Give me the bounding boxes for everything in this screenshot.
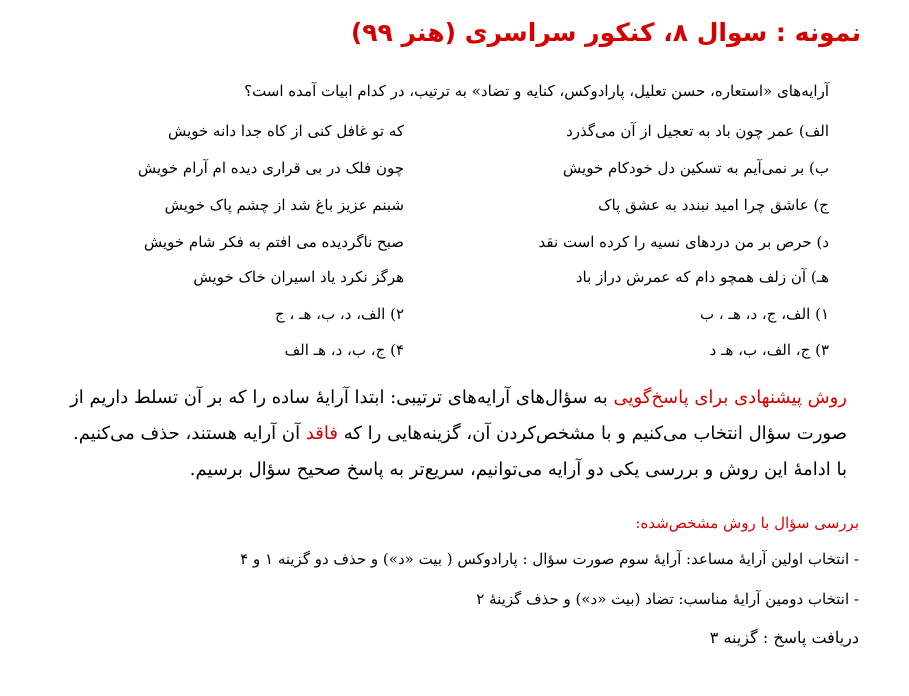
- method-line-1-text: به سؤال‌های آرایه‌های ترتیبی: ابتدا آرایهٔ ساده را که بر آن تسلط داریم از: [70, 387, 614, 408]
- page-title: نمونه : سوال ۸، کنکور سراسری (هنر ۹۹): [350, 18, 861, 47]
- method-line-2-start: صورت سؤال انتخاب می‌کنیم و با مشخص‌کردن آن، گزینه‌هایی را که: [338, 423, 847, 444]
- option-2: ۲) الف، د، ب، هـ ، ج: [275, 305, 404, 323]
- method-highlight: روش پیشنهادی برای پاسخ‌گویی: [613, 387, 847, 408]
- verse-d-second: صبح ناگردیده می افتم به فکر شام خویش: [143, 233, 404, 251]
- verse-b-second: چون فلک در بی قراری دیده ام آرام خویش: [137, 159, 404, 177]
- option-4: ۴) ج، ب، د، هـ الف: [284, 341, 404, 359]
- option-3: ۳) ج، الف، ب، هـ د: [709, 341, 829, 359]
- verse-c-first: ج) عاشق چرا امید نبندد به عشق پاک: [598, 196, 829, 214]
- method-line-2: [73, 416, 847, 452]
- method-line-1: [70, 380, 847, 416]
- method-line-3: با ادامهٔ این روش و بررسی یکی دو آرایه می‌توانیم، سریع‌تر به پاسخ صحیح سؤال برسیم.: [189, 459, 847, 480]
- review-answer: دریافت پاسخ : گزینه ۳: [709, 628, 859, 647]
- review-step-1: - انتخاب اولین آرایهٔ مساعد: آرایهٔ سوم صورت سؤال : پارادوکس ( بیت «د») و حذف دو گزینه ۱ و ۴: [240, 550, 859, 568]
- option-1: ۱) الف، ج، د، هـ ، ب: [700, 305, 829, 323]
- question-text: آرایه‌های «استعاره، حسن تعلیل، پارادوکس، کنایه و تضاد» به ترتیب، در کدام ابیات آمده است؟: [244, 82, 829, 100]
- verse-a-first: الف) عمر چون باد به تعجیل از آن می‌گذرد: [566, 122, 829, 140]
- verse-a-second: که تو غافل کنی از کاه جدا دانه خویش: [167, 122, 404, 140]
- verse-d-first: د) حرص بر من دردهای نسیه را کرده است نقد: [538, 233, 829, 251]
- review-title: بررسی سؤال با روش مشخص‌شده:: [635, 514, 859, 532]
- verse-e-second: هرگز نکرد یاد اسیران خاک خویش: [193, 268, 404, 286]
- method-line-2-end: آن آرایه هستند، حذف می‌کنیم.: [72, 423, 306, 444]
- verse-b-first: ب) بر نمی‌آیم به تسکین دل خودکام خویش: [562, 159, 829, 177]
- verse-c-second: شبنم عزیز باغ شد از چشم پاک خویش: [164, 196, 404, 214]
- verse-e-first: هـ) آن زلف همچو دام که عمرش دراز باد: [575, 268, 829, 286]
- method-lacking-word: فاقد: [305, 423, 339, 444]
- review-step-2: - انتخاب دومین آرایهٔ مناسب: تضاد (بیت «د») و حذف گزینهٔ ۲: [476, 590, 859, 608]
